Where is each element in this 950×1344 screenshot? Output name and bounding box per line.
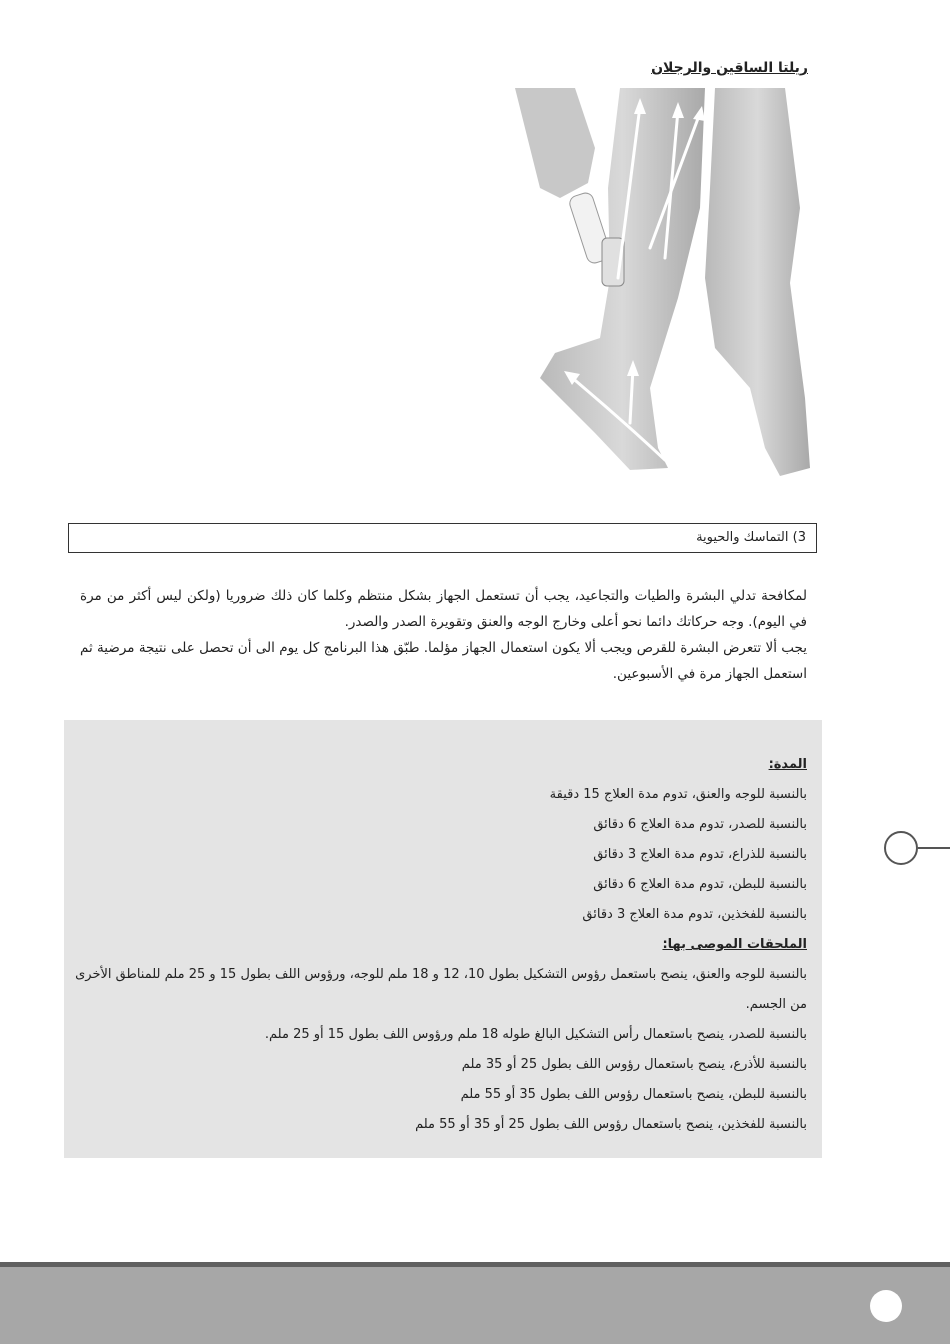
page-number-circle: [870, 1290, 902, 1322]
section-label: التماسك والحيوية: [696, 530, 789, 545]
accessory-item: بالنسبة للصدر، ينصح باستعمال رأس التشكيل البالغ طوله 18 ملم ورؤوس اللف بطول 15 أو 25 ملم.: [264, 1027, 807, 1042]
accessory-item: بالنسبة للوجه والعنق، ينصح باستعمل رؤوس التشكيل بطول 10، 12 و 18 ملم للوجه، ورؤوس اللف بطول 15 و 25 ملم للمناطق الأخرى من الجسم.: [75, 967, 807, 1012]
duration-item: بالنسبة للبطن، تدوم مدة العلاج 6 دقائق: [593, 877, 807, 892]
legs-massage-illustration: [500, 88, 820, 480]
intro-paragraph-1: لمكافحة تدلي البشرة والطيات والتجاعيد، يجب أن تستعمل الجهاز بشكل منتظم وكلما كان ذلك ضروريا (ولكن ليس أكثر من مرة في اليوم). وجه حركاتك دائما نحو أعلى وخارج الوجه والعنق وتقويرة الصدر والصدر.: [80, 588, 807, 630]
panel-content: [74, 750, 807, 1140]
footer-bar: [0, 1262, 950, 1344]
duration-item: بالنسبة للذراع، تدوم مدة العلاج 3 دقائق: [593, 847, 807, 862]
duration-item: بالنسبة للصدر، تدوم مدة العلاج 6 دقائق: [593, 817, 807, 832]
intro-text: [80, 583, 807, 687]
side-tab-marker: [884, 831, 918, 865]
duration-item: بالنسبة للوجه والعنق، تدوم مدة العلاج 15 دقيقة: [549, 787, 807, 802]
intro-paragraph-2: يجب ألا تتعرض البشرة للقرص ويجب ألا يكون استعمال الجهاز مؤلما. طبّق هذا البرنامج كل يوم الى أن تحصل على نتيجة مرضية ثم استعمل الجهاز مرة في الأسبوعين.: [80, 640, 807, 682]
info-panel: [64, 720, 822, 1158]
section-heading: ريلتا الساقين والرجلان: [651, 60, 808, 76]
side-tab-line: [918, 847, 950, 849]
section-number: 3): [792, 530, 806, 545]
duration-item: بالنسبة للفخذين، تدوم مدة العلاج 3 دقائق: [582, 907, 807, 922]
duration-title: المدة:: [768, 757, 807, 772]
accessory-item: بالنسبة للفخذين، ينصح باستعمال رؤوس اللف بطول 25 أو 35 أو 55 ملم: [415, 1117, 807, 1132]
accessories-title: الملحقات الموصى بها:: [662, 937, 807, 952]
accessory-item: بالنسبة للبطن، ينصح باستعمال رؤوس اللف بطول 35 أو 55 ملم: [460, 1087, 807, 1102]
accessory-item: بالنسبة للأذرع، ينصح باستعمال رؤوس اللف بطول 25 أو 35 ملم: [461, 1057, 807, 1072]
section-title-box: [68, 523, 817, 553]
